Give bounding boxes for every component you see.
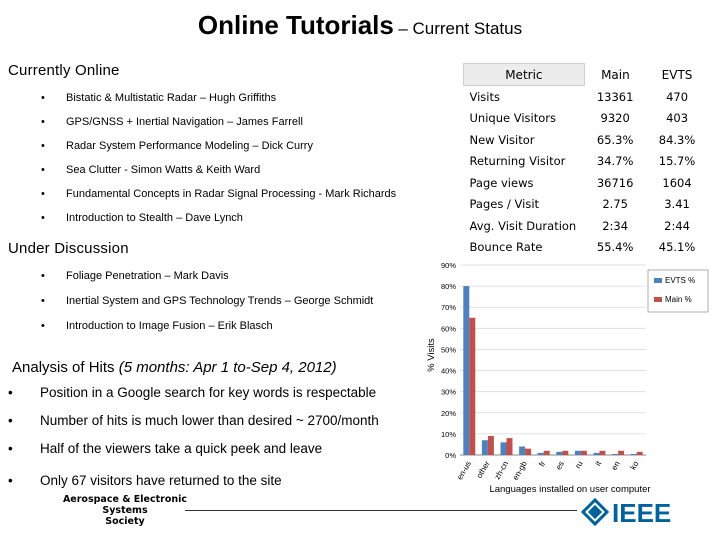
- y-axis-label: % Visits: [426, 338, 437, 372]
- title-main: Online Tutorials: [197, 10, 394, 40]
- metric-cell: Bounce Rate: [469, 240, 543, 255]
- bar-evts-it: [594, 453, 600, 455]
- bar-main-en-us: [469, 318, 475, 455]
- bullet-icon: •: [41, 212, 45, 224]
- legend-swatch-main: [654, 297, 662, 302]
- evts-cell: 2:44: [664, 218, 690, 233]
- evts-cell: 15.7%: [658, 154, 696, 169]
- main-cell: 55.4%: [596, 240, 634, 255]
- x-tick-label: ru: [573, 459, 585, 471]
- main-cell: 13361: [596, 89, 634, 104]
- bar-main-fr: [544, 451, 550, 455]
- column-header: EVTS: [661, 67, 693, 82]
- y-tick-label: 30%: [440, 387, 456, 397]
- bullet-icon: •: [41, 140, 45, 152]
- bar-main-en-gb: [525, 449, 531, 455]
- bar-evts-en: [612, 454, 618, 455]
- bar-evts-zh-cn: [501, 442, 507, 455]
- metric-cell: Page views: [469, 175, 534, 190]
- y-tick-label: 60%: [440, 324, 456, 334]
- bullet-icon: •: [8, 385, 13, 400]
- bar-main-zh-cn: [507, 438, 513, 455]
- y-tick-label: 80%: [440, 282, 456, 292]
- analysis-heading-text: Analysis of Hits: [12, 359, 115, 376]
- y-tick-label: 50%: [440, 345, 456, 355]
- evts-cell: 470: [666, 89, 689, 104]
- stats-table: [463, 63, 708, 258]
- ieee-diamond-icon: [581, 498, 609, 526]
- under-discussion-heading: Under Discussion: [8, 240, 129, 257]
- bar-main-other: [488, 436, 494, 455]
- ieee-logo: [580, 496, 700, 528]
- slide-title: [0, 10, 720, 41]
- language-bar-chart: [410, 255, 710, 495]
- table-row: [464, 151, 709, 173]
- bullet-icon: •: [41, 164, 45, 176]
- society-line-2: Society: [105, 516, 145, 527]
- main-cell: 2:34: [602, 218, 629, 233]
- bar-main-en: [618, 451, 624, 455]
- bar-evts-en-gb: [519, 447, 525, 455]
- bar-main-it: [600, 451, 606, 455]
- bar-evts-other: [482, 440, 488, 455]
- bar-main-es: [562, 451, 568, 455]
- table-row: [464, 86, 709, 108]
- bar-evts-ru: [575, 451, 581, 455]
- society-line-1: Aerospace & Electronic Systems: [62, 494, 188, 516]
- main-cell: 34.7%: [596, 154, 634, 169]
- column-header: Metric: [464, 64, 585, 86]
- legend-swatch-evts: [654, 278, 662, 283]
- metric-cell: Visits: [469, 89, 500, 104]
- bullet-icon: •: [41, 188, 45, 200]
- bar-main-ko: [637, 452, 643, 455]
- bar-evts-ko: [631, 454, 637, 455]
- main-cell: 36716: [596, 175, 634, 190]
- legend-label-evts: EVTS %: [665, 276, 696, 285]
- x-tick-label: es: [554, 459, 567, 472]
- ieee-wordmark: IEEE: [612, 498, 672, 528]
- evts-cell: 84.3%: [658, 132, 696, 147]
- x-tick-label: other: [474, 459, 492, 480]
- metric-cell: Returning Visitor: [469, 154, 566, 169]
- table-row: [464, 194, 709, 216]
- column-header: Main: [601, 67, 630, 82]
- table-row: [464, 108, 709, 130]
- x-tick-label: en-us: [455, 459, 474, 482]
- footer-divider: [185, 510, 577, 511]
- currently-online-heading: Currently Online: [8, 62, 120, 79]
- x-tick-label: en: [609, 459, 622, 472]
- x-tick-label: it: [593, 459, 604, 468]
- bullet-icon: •: [41, 116, 45, 128]
- metric-cell: Unique Visitors: [469, 111, 556, 126]
- evts-cell: 3.41: [664, 197, 690, 212]
- table-row: [464, 129, 709, 151]
- chart-legend: [648, 270, 708, 312]
- bullet-icon: •: [41, 295, 45, 307]
- main-cell: 65.3%: [596, 132, 634, 147]
- bar-evts-fr: [538, 453, 544, 455]
- x-axis-label: Languages installed on user computer: [489, 484, 651, 495]
- metric-cell: New Visitor: [469, 132, 535, 147]
- society-name: [55, 494, 195, 527]
- y-tick-label: 10%: [440, 429, 456, 439]
- main-cell: 9320: [600, 111, 630, 126]
- bullet-icon: •: [8, 441, 13, 456]
- x-tick-label: zh-cn: [492, 459, 511, 481]
- bar-evts-es: [556, 452, 562, 455]
- table-row: [464, 172, 709, 194]
- legend-label-main: Main %: [665, 295, 692, 304]
- table-header-row: [464, 64, 709, 86]
- bullet-icon: •: [41, 92, 45, 104]
- y-tick-label: 90%: [440, 261, 456, 270]
- x-tick-label: en-gb: [510, 459, 529, 482]
- y-tick-label: 40%: [440, 366, 456, 376]
- bullet-icon: •: [8, 473, 13, 488]
- metric-cell: Avg. Visit Duration: [469, 218, 577, 233]
- x-tick-label: fr: [537, 459, 548, 469]
- bar-main-ru: [581, 451, 587, 455]
- analysis-heading: [12, 359, 337, 376]
- metric-cell: Pages / Visit: [469, 197, 540, 212]
- bar-evts-en-us: [463, 286, 469, 455]
- y-tick-label: 0%: [445, 451, 456, 460]
- bullet-icon: •: [41, 270, 45, 282]
- evts-cell: 45.1%: [658, 240, 696, 255]
- evts-cell: 1604: [662, 175, 692, 190]
- bullet-icon: •: [41, 320, 45, 332]
- y-tick-label: 20%: [440, 408, 456, 418]
- main-cell: 2.75: [602, 197, 628, 212]
- bullet-icon: •: [8, 413, 13, 428]
- evts-cell: 403: [666, 111, 689, 126]
- x-tick-label: ko: [628, 459, 641, 472]
- y-tick-label: 70%: [440, 303, 456, 313]
- title-sub: – Current Status: [398, 19, 523, 38]
- analysis-period: (5 months: Apr 1 to-Sep 4, 2012): [118, 359, 337, 376]
- table-row: [464, 215, 709, 237]
